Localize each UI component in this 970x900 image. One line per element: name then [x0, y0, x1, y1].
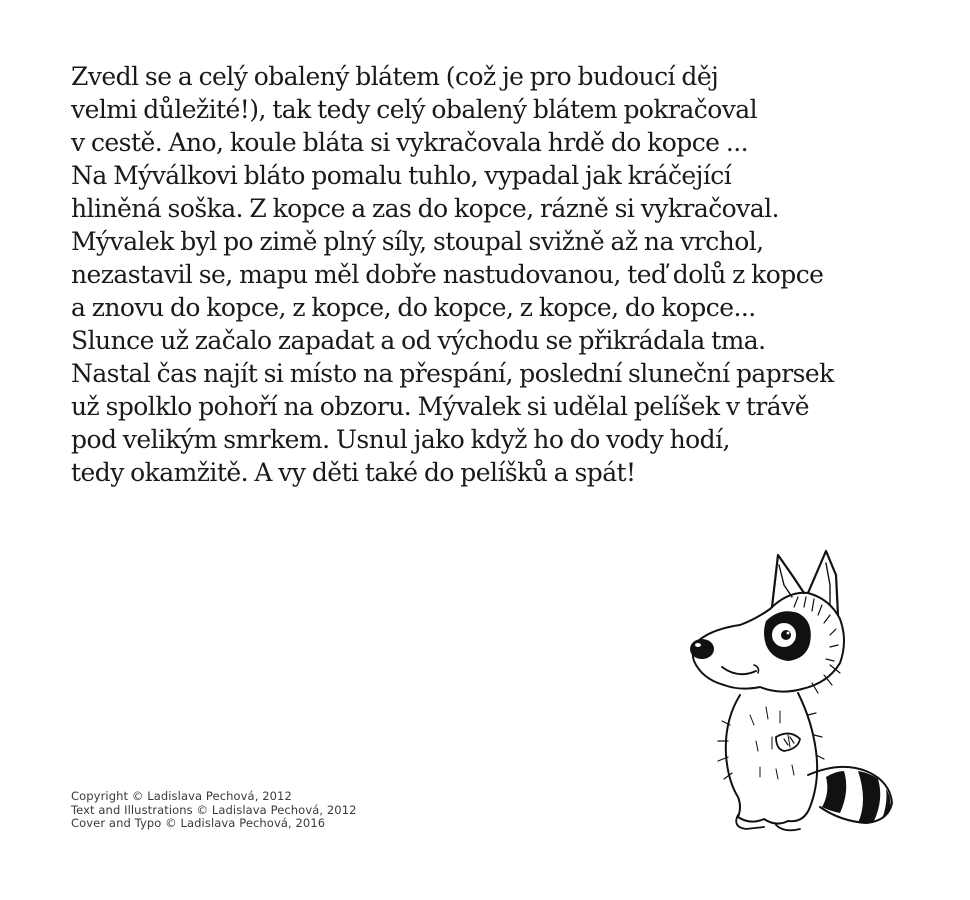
raccoon-illustration-icon — [680, 545, 910, 835]
credit-line: Cover and Typo © Ladislava Pechová, 2016 — [71, 816, 326, 830]
story-line: velmi důležité!), tak tedy celý obalený blátem pokračoval — [71, 95, 758, 124]
story-line: Nastal čas najít si místo na přespání, poslední sluneční paprsek — [71, 359, 834, 388]
story-line: nezastavil se, mapu měl dobře nastudovanou, teď dolů z kopce — [71, 260, 824, 289]
story-line: v cestě. Ano, koule bláta si vykračovala hrdě do kopce ... — [71, 128, 749, 157]
story-line: pod velikým smrkem. Usnul jako když ho do vody hodí, — [71, 425, 730, 454]
story-line: už spolklo pohoří na obzoru. Mývalek si udělal pelíšek v trávě — [71, 392, 809, 421]
story-line: Zvedl se a celý obalený blátem (což je pro budoucí děj — [71, 62, 719, 91]
credit-line: Text and Illustrations © Ladislava Pechová, 2012 — [71, 802, 357, 817]
story-line: a znovu do kopce, z kopce, do kopce, z kopce, do kopce... — [71, 293, 756, 322]
credit-line: Copyright © Ladislava Pechová, 2012 — [71, 789, 292, 803]
story-line: Na Mýválkovi bláto pomalu tuhlo, vypadal jak kráčející — [71, 161, 732, 190]
story-line: tedy okamžitě. A vy děti také do pelíšků a spát! — [71, 458, 636, 487]
story-line: Mývalek byl po zimě plný síly, stoupal svižně až na vrchol, — [71, 227, 764, 256]
story-line: Slunce už začalo zapadat a od východu se přikrádala tma. — [71, 326, 766, 355]
story-line: hliněná soška. Z kopce a zas do kopce, rázně si vykračoval. — [71, 194, 779, 223]
copyright-notice — [71, 790, 491, 831]
story-text — [71, 60, 951, 489]
